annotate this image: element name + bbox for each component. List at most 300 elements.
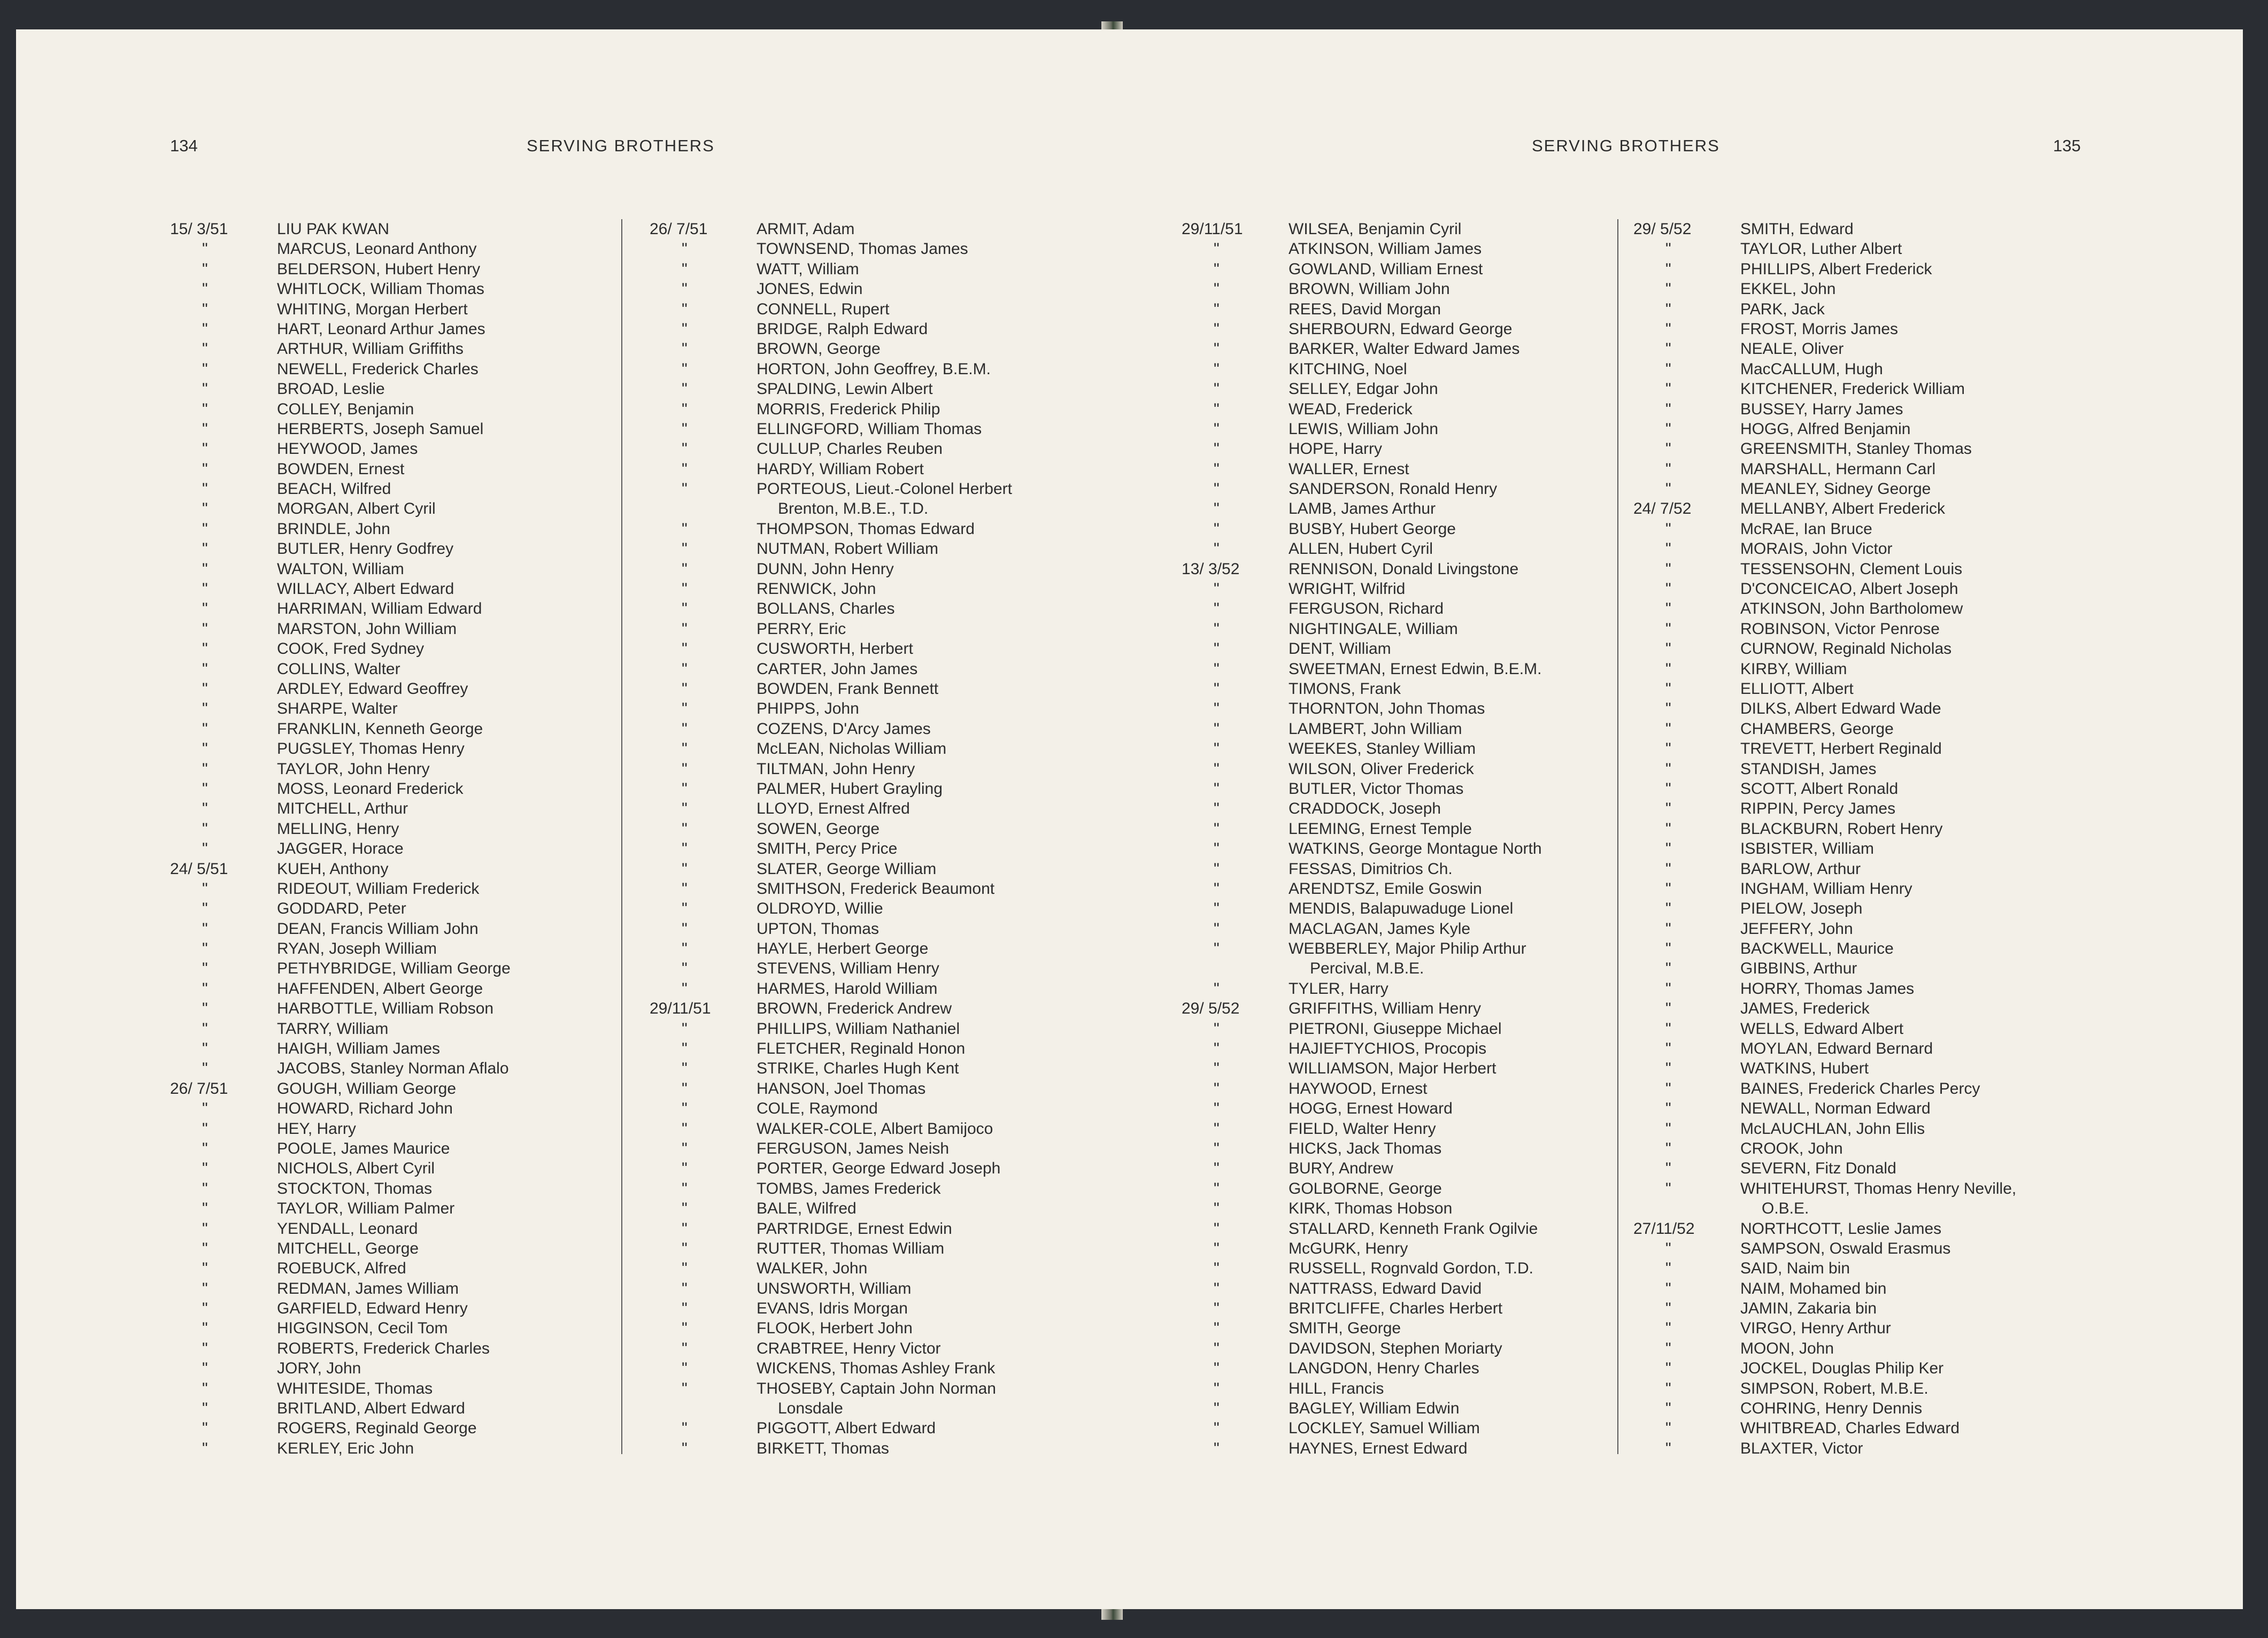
entry-date: " [1665,879,1671,898]
entry-name: WHITLOCK, William Thomas [277,280,484,298]
entry-name: KERLEY, Eric John [277,1439,414,1457]
entry-date: " [1665,600,1671,618]
entry-name: NIGHTINGALE, William [1289,620,1458,638]
entry-name: MOON, John [1740,1339,1834,1357]
entry-date: " [202,1179,208,1197]
entry-date: " [202,300,208,318]
entry-date: " [682,340,688,358]
entry-name: MARSHALL, Hermann Carl [1740,460,1936,478]
entry-name: O.B.E. [1762,1200,1809,1218]
entry-name: MacCALLUM, Hugh [1740,360,1883,378]
entry-name: HOGG, Ernest Howard [1289,1100,1453,1118]
entry-name: CURNOW, Reginald Nicholas [1740,640,1952,658]
entry-date: " [1214,280,1220,298]
entry-date: " [1214,1040,1220,1058]
entry-name: RIPPIN, Percy James [1740,800,1896,818]
entry-date: " [1214,640,1220,658]
entry-name: PUGSLEY, Thomas Henry [277,740,465,758]
entry-name: TAYLOR, Luther Albert [1740,240,1902,258]
entry-name: COLLEY, Benjamin [277,400,414,418]
entry-date: " [1214,860,1220,878]
entry-name: LEEMING, Ernest Temple [1289,820,1472,838]
entry-date: " [1214,779,1220,798]
left-page [16,29,1112,1609]
right-page [1109,29,2243,1609]
entry-name: BOLLANS, Charles [757,600,895,618]
entry-date: " [1665,320,1671,338]
entry-date: " [202,1040,208,1058]
entry-name: HARRIMAN, William Edward [277,600,482,618]
entry-date: " [202,1419,208,1438]
entry-name: SMITHSON, Frederick Beaumont [757,879,995,898]
entry-date: " [1214,879,1220,898]
entry-name: MITCHELL, George [277,1239,419,1257]
entry-date: " [202,1219,208,1238]
entry-date: " [1665,940,1671,958]
entry-name: GIBBINS, Arthur [1740,960,1857,978]
entry-date: " [682,1179,688,1197]
entry-date: " [202,460,208,478]
entry-date: " [682,420,688,438]
entry-name: JOCKEL, Douglas Philip Ker [1740,1359,1944,1378]
entry-name: KUEH, Anthony [277,860,389,878]
entry-date: " [202,640,208,658]
entry-name: LANGDON, Henry Charles [1289,1359,1479,1378]
entry-date: " [1665,620,1671,638]
entry-name: WEBBERLEY, Major Philip Arthur [1289,940,1526,958]
entry-date: " [202,540,208,558]
entry-name: BROWN, Frederick Andrew [757,1000,952,1018]
entry-name: PIGGOTT, Albert Edward [757,1419,936,1438]
entry-date: " [202,960,208,978]
entry-name: BRITCLIFFE, Charles Herbert [1289,1300,1503,1318]
entry-name: RENNISON, Donald Livingstone [1289,560,1519,578]
entry-date: " [202,1400,208,1418]
entry-name: JORY, John [277,1359,361,1378]
entry-name: PARTRIDGE, Ernest Edwin [757,1219,952,1238]
entry-name: TIMONS, Frank [1289,679,1401,698]
entry-date: " [1665,540,1671,558]
entry-name: HAIGH, William James [277,1040,441,1058]
entry-name: McLAUCHLAN, John Ellis [1740,1119,1925,1138]
entry-name: ATKINSON, John Bartholomew [1740,600,1963,618]
entry-date: " [682,540,688,558]
entry-date: " [1665,580,1671,598]
entry-name: NEWALL, Norman Edward [1740,1100,1931,1118]
entry-name: REES, David Morgan [1289,300,1441,318]
entry-date: " [1665,700,1671,718]
entry-date: " [1214,1400,1220,1418]
entry-name: BOWDEN, Frank Bennett [757,679,939,698]
entry-date: " [1214,1439,1220,1457]
entry-date: " [202,580,208,598]
entry-date: " [202,840,208,858]
entry-name: SEVERN, Fitz Donald [1740,1160,1896,1178]
entry-date: " [1665,1100,1671,1118]
entry-name: ARMIT, Adam [757,220,855,238]
entry-date: " [202,1100,208,1118]
entry-name: BROWN, George [757,340,881,358]
entry-date: " [202,720,208,738]
entry-name: REDMAN, James William [277,1279,459,1297]
entry-date: " [682,1139,688,1157]
entry-name: BLACKBURN, Robert Henry [1740,820,1943,838]
entry-name: PIETRONI, Giuseppe Michael [1289,1019,1502,1038]
entry-name: BAINES, Frederick Charles Percy [1740,1079,1980,1098]
entry-date: " [1665,420,1671,438]
entry-date: " [682,660,688,678]
entry-date: " [1214,1060,1220,1078]
entry-date: " [1665,720,1671,738]
entry-name: PALMER, Hubert Grayling [757,779,943,798]
entry-date: " [682,560,688,578]
entry-name: HAYLE, Herbert George [757,940,929,958]
entry-date: " [1665,520,1671,538]
entry-name: JAGGER, Horace [277,840,404,858]
entry-name: FERGUSON, Richard [1289,600,1444,618]
entry-name: ROBERTS, Frederick Charles [277,1339,490,1357]
entry-name: TOMBS, James Frederick [757,1179,941,1197]
entry-name: BRIDGE, Ralph Edward [757,320,928,338]
entry-date: " [682,940,688,958]
entry-name: BARKER, Walter Edward James [1289,340,1520,358]
page-header: SERVING BROTHERS [1532,136,1720,155]
entry-name: WATT, William [757,260,859,278]
entry-name: WILSEA, Benjamin Cyril [1289,220,1462,238]
entry-date: " [682,600,688,618]
entry-name: RUTTER, Thomas William [757,1239,945,1257]
entry-date: " [202,1060,208,1078]
entry-name: NORTHCOTT, Leslie James [1740,1219,1942,1238]
entry-date: " [1214,1359,1220,1378]
entry-date: " [1214,760,1220,778]
entry-name: STOCKTON, Thomas [277,1179,433,1197]
entry-name: KIRBY, William [1740,660,1847,678]
entry-name: MOYLAN, Edward Bernard [1740,1040,1933,1058]
entry-name: RUSSELL, Rognvald Gordon, T.D. [1289,1260,1534,1278]
entry-name: TAYLOR, William Palmer [277,1200,455,1218]
entry-name: TAYLOR, John Henry [277,760,430,778]
entry-name: OLDROYD, Willie [757,900,883,918]
entry-name: VIRGO, Henry Arthur [1740,1319,1891,1338]
entry-date: " [682,1439,688,1457]
entry-date: " [202,1260,208,1278]
entry-date: " [1665,1379,1671,1397]
entry-name: LEWIS, William John [1289,420,1439,438]
entry-date: " [682,1279,688,1297]
entry-date: " [682,1239,688,1257]
entry-date: " [1214,1279,1220,1297]
entry-date: " [202,1279,208,1297]
entry-date: " [682,840,688,858]
entry-name: THOSEBY, Captain John Norman [757,1379,996,1397]
entry-date: " [682,580,688,598]
entry-date: " [1214,260,1220,278]
entry-name: CRADDOCK, Joseph [1289,800,1441,818]
entry-name: TARRY, William [277,1019,389,1038]
entry-date: " [682,679,688,698]
entry-name: HOPE, Harry [1289,440,1383,458]
entry-date: " [202,360,208,378]
entry-date: " [1214,740,1220,758]
entry-name: SWEETMAN, Ernest Edwin, B.E.M. [1289,660,1542,678]
entry-date: " [682,740,688,758]
entry-name: DENT, William [1289,640,1391,658]
entry-date: " [682,700,688,718]
entry-name: YENDALL, Leonard [277,1219,418,1238]
entry-name: COZENS, D'Arcy James [757,720,931,738]
entry-name: SMITH, Edward [1740,220,1854,238]
entry-name: PORTEOUS, Lieut.-Colonel Herbert [757,480,1012,498]
entry-name: GRIFFITHS, William Henry [1289,1000,1481,1018]
entry-date: " [1214,979,1220,998]
entry-name: ARTHUR, William Griffiths [277,340,464,358]
entry-name: COLE, Raymond [757,1100,878,1118]
entry-date: " [202,800,208,818]
entry-date: " [1665,779,1671,798]
entry-date: " [1214,1339,1220,1357]
entry-name: HOWARD, Richard John [277,1100,453,1118]
entry-date: " [202,1439,208,1457]
entry-name: TYLER, Harry [1289,979,1388,998]
entry-name: SHARPE, Walter [277,700,398,718]
entry-name: SLATER, George William [757,860,937,878]
entry-date: " [202,900,208,918]
entry-date: " [202,560,208,578]
entry-name: TREVETT, Herbert Reginald [1740,740,1942,758]
entry-date: " [1214,420,1220,438]
entry-name: JAMIN, Zakaria bin [1740,1300,1877,1318]
entry-date: " [202,500,208,518]
entry-name: TESSENSOHN, Clement Louis [1740,560,1963,578]
entry-name: LAMB, James Arthur [1289,500,1436,518]
entry-date: " [202,520,208,538]
entry-date: " [202,1239,208,1257]
entry-name: LAMBERT, John William [1289,720,1462,738]
entry-name: GOWLAND, William Ernest [1289,260,1483,278]
entry-date: " [682,640,688,658]
entry-name: GARFIELD, Edward Henry [277,1300,468,1318]
entry-name: HEYWOOD, James [277,440,418,458]
entry-date: " [682,720,688,738]
entry-name: JEFFERY, John [1740,920,1853,938]
entry-date: " [1214,840,1220,858]
entry-date: " [682,779,688,798]
entry-name: WATKINS, George Montague North [1289,840,1542,858]
entry-name: BRINDLE, John [277,520,390,538]
entry-name: FLETCHER, Reginald Honon [757,1040,966,1058]
entry-date: " [202,920,208,938]
entry-date: 29/11/51 [650,1000,711,1018]
entry-name: PETHYBRIDGE, William George [277,960,511,978]
entry-date: " [1214,1100,1220,1118]
entry-name: BUSSEY, Harry James [1740,400,1903,418]
entry-name: HARMES, Harold William [757,979,938,998]
entry-date: " [682,460,688,478]
entry-date: 26/ 7/51 [650,220,708,238]
entry-name: HAYWOOD, Ernest [1289,1079,1428,1098]
entry-date: " [1665,860,1671,878]
entry-date: " [1214,900,1220,918]
entry-date: " [202,679,208,698]
entry-name: BEACH, Wilfred [277,480,391,498]
entry-name: WILSON, Oliver Frederick [1289,760,1474,778]
entry-name: TILTMAN, John Henry [757,760,915,778]
entry-date: " [1214,620,1220,638]
entry-name: HIGGINSON, Cecil Tom [277,1319,448,1338]
entry-date: " [1214,660,1220,678]
entry-date: " [1214,1300,1220,1318]
entry-name: WELLS, Edward Albert [1740,1019,1904,1038]
entry-date: " [1665,240,1671,258]
entry-name: GOLBORNE, George [1289,1179,1442,1197]
entry-date: " [682,800,688,818]
entry-date: 24/ 7/52 [1633,500,1692,518]
entry-date: " [682,320,688,338]
entry-date: " [1665,1139,1671,1157]
entry-date: " [1214,520,1220,538]
entry-date: " [1214,1200,1220,1218]
entry-date: " [202,1019,208,1038]
entry-name: WICKENS, Thomas Ashley Frank [757,1359,996,1378]
entry-name: STRIKE, Charles Hugh Kent [757,1060,959,1078]
entry-date: " [1214,360,1220,378]
entry-date: " [202,979,208,998]
entry-date: " [1665,660,1671,678]
entry-date: " [1665,480,1671,498]
entry-name: ROBINSON, Victor Penrose [1740,620,1940,638]
entry-name: PIELOW, Joseph [1740,900,1863,918]
entry-date: " [1665,820,1671,838]
entry-date: " [1665,920,1671,938]
entry-name: BIRKETT, Thomas [757,1439,889,1457]
entry-date: " [682,280,688,298]
entry-name: PORTER, George Edward Joseph [757,1160,1001,1178]
entry-date: " [202,280,208,298]
entry-name: NATTRASS, Edward David [1289,1279,1482,1297]
entry-date: " [1665,1400,1671,1418]
entry-date: " [1665,1000,1671,1018]
entry-name: McLEAN, Nicholas William [757,740,947,758]
entry-name: SIMPSON, Robert, M.B.E. [1740,1379,1928,1397]
entry-date: 15/ 3/51 [170,220,228,238]
entry-date: " [1665,460,1671,478]
entry-date: " [682,300,688,318]
entry-name: SMITH, George [1289,1319,1401,1338]
entry-date: " [1665,1019,1671,1038]
entry-name: HOGG, Alfred Benjamin [1740,420,1911,438]
entry-date: " [202,400,208,418]
entry-date: " [202,820,208,838]
entry-date: " [1214,320,1220,338]
entry-name: ALLEN, Hubert Cyril [1289,540,1433,558]
entry-name: SOWEN, George [757,820,880,838]
entry-date: " [682,820,688,838]
entry-name: ATKINSON, William James [1289,240,1482,258]
entry-name: McRAE, Ian Bruce [1740,520,1872,538]
entry-date: " [202,240,208,258]
entry-name: HERBERTS, Joseph Samuel [277,420,484,438]
entry-date: " [202,1119,208,1138]
entry-date: " [1214,1119,1220,1138]
entry-name: BUTLER, Henry Godfrey [277,540,454,558]
entry-date: " [1665,760,1671,778]
entry-date: 24/ 5/51 [170,860,228,878]
entry-name: JAMES, Frederick [1740,1000,1870,1018]
entry-date: " [1665,900,1671,918]
entry-name: DAVIDSON, Stephen Moriarty [1289,1339,1502,1357]
entry-date: " [202,660,208,678]
entry-date: " [1214,540,1220,558]
entry-date: " [1665,1239,1671,1257]
entry-name: ISBISTER, William [1740,840,1874,858]
entry-date: " [1214,1219,1220,1238]
entry-name: HAJIEFTYCHIOS, Procopis [1289,1040,1487,1058]
entry-name: NAIM, Mohamed bin [1740,1279,1887,1297]
entry-date: 29/11/51 [1182,220,1243,238]
entry-date: " [1665,1079,1671,1098]
entry-name: WHITBREAD, Charles Edward [1740,1419,1960,1438]
entry-name: MORAIS, John Victor [1740,540,1893,558]
entry-name: ARDLEY, Edward Geoffrey [277,679,468,698]
entry-name: WILLACY, Albert Edward [277,580,454,598]
entry-name: NUTMAN, Robert William [757,540,939,558]
entry-date: " [1214,1160,1220,1178]
entry-date: " [682,1219,688,1238]
entry-name: WHITEHURST, Thomas Henry Neville, [1740,1179,2017,1197]
entry-date: " [682,1019,688,1038]
entry-name: HAFFENDEN, Albert George [277,979,483,998]
entry-date: " [1214,820,1220,838]
entry-name: BAGLEY, William Edwin [1289,1400,1460,1418]
entry-name: BELDERSON, Hubert Henry [277,260,481,278]
entry-date: " [1214,480,1220,498]
entry-name: SANDERSON, Ronald Henry [1289,480,1498,498]
entry-name: McGURK, Henry [1289,1239,1408,1257]
entry-date: " [202,1139,208,1157]
entry-date: " [682,760,688,778]
entry-name: PHILLIPS, Albert Frederick [1740,260,1932,278]
entry-name: MARCUS, Leonard Anthony [277,240,477,258]
entry-name: GREENSMITH, Stanley Thomas [1740,440,1972,458]
entry-name: WEAD, Frederick [1289,400,1413,418]
entry-name: BRITLAND, Albert Edward [277,1400,465,1418]
entry-date: " [1665,1060,1671,1078]
entry-name: UPTON, Thomas [757,920,879,938]
entry-date: " [682,979,688,998]
entry-name: MENDIS, Balapuwaduge Lionel [1289,900,1514,918]
entry-name: TOWNSEND, Thomas James [757,240,968,258]
entry-date: " [682,480,688,498]
entry-date: " [682,960,688,978]
entry-date: " [682,1119,688,1138]
entry-date: " [202,779,208,798]
entry-date: " [682,900,688,918]
entry-name: Percival, M.B.E. [1310,960,1424,978]
entry-date: " [1665,800,1671,818]
entry-name: WHITING, Morgan Herbert [277,300,468,318]
entry-date: " [1665,679,1671,698]
entry-date: " [682,520,688,538]
entry-date: " [1214,300,1220,318]
entry-name: HORTON, John Geoffrey, B.E.M. [757,360,991,378]
entry-name: FESSAS, Dimitrios Ch. [1289,860,1453,878]
entry-date: " [1214,1179,1220,1197]
entry-name: MOSS, Leonard Frederick [277,779,464,798]
entry-date: " [682,1319,688,1338]
entry-name: MELLING, Henry [277,820,399,838]
entry-date: " [682,1060,688,1078]
